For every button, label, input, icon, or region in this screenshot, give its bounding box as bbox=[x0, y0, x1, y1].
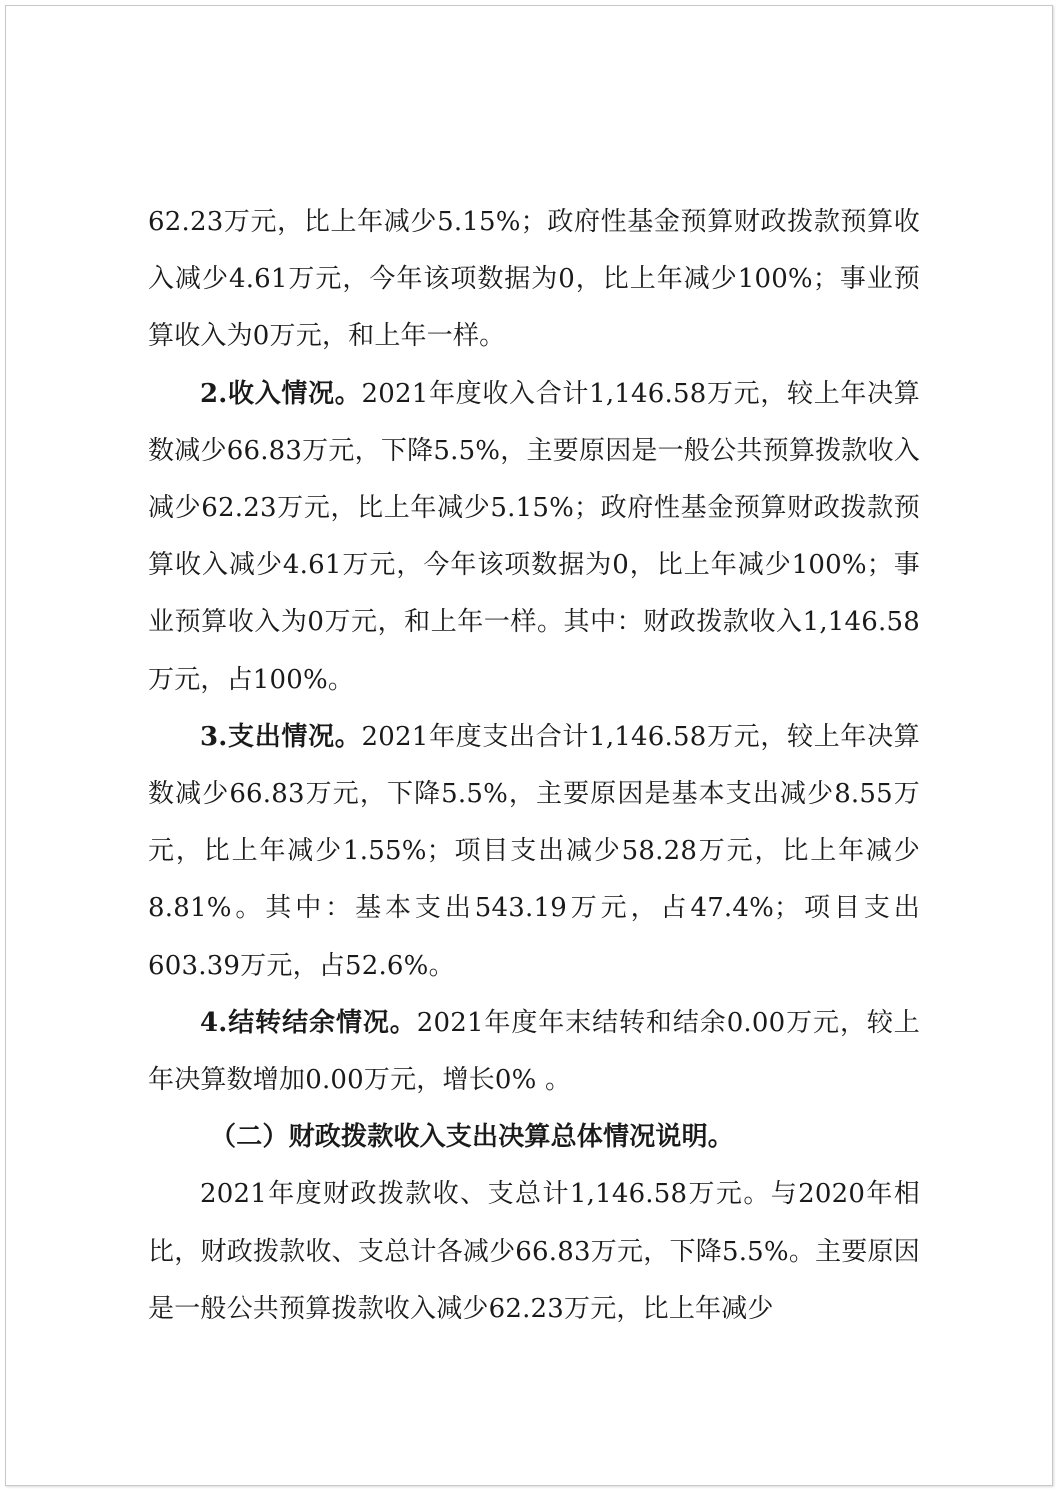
paragraph-income bbox=[148, 366, 920, 709]
fiscal-summary-text: 2021年度财政拨款收、支总计1,146.58万元。与2020年相比，财政拨款收、支总计各减少66.83万元，下降5.5%。主要原因是一般公共预算拨款收入减少62.23万元，比上年减少 bbox=[148, 1179, 920, 1324]
expenditure-heading: 3.支出情况。 bbox=[200, 721, 362, 752]
paragraph-continuation bbox=[148, 194, 920, 366]
carryover-heading: 4.结转结余情况。 bbox=[200, 1007, 417, 1038]
document-page bbox=[5, 5, 1053, 1486]
paragraph-carryover bbox=[148, 995, 920, 1109]
expenditure-text: 2021年度支出合计1,146.58万元，较上年决算数减少66.83万元，下降5.5%，主要原因是基本支出减少8.55万元，比上年减少1.55%；项目支出减少58.28万元，比上年减少8.81%。其中：基本支出543.19万元，占47.4%；项目支出603.39万元，占52.6%。 bbox=[148, 721, 921, 981]
paragraph-expenditure bbox=[148, 709, 920, 995]
paragraph-fiscal-summary bbox=[148, 1166, 920, 1338]
income-heading: 2.收入情况。 bbox=[200, 378, 362, 409]
carryover-text: 2021年度年末结转和结余0.00万元，较上年决算数增加0.00万元，增长0% 。 bbox=[148, 1007, 920, 1096]
section-heading: （二）财政拨款收入支出决算总体情况说明。 bbox=[210, 1122, 735, 1153]
paragraph-text: 62.23万元，比上年减少5.15%；政府性基金预算财政拨款预算收入减少4.61万元，今年该项数据为0，比上年减少100%；事业预算收入为0万元，和上年一样。 bbox=[148, 207, 920, 352]
income-text: 2021年度收入合计1,146.58万元，较上年决算数减少66.83万元，下降5.5%，主要原因是一般公共预算拨款收入减少62.23万元，比上年减少5.15%；政府性基金预算财政拨款预算收入减少4.61万元，今年该项数据为0，比上年减少100%；事业预算收入为0万元，和上年一样。其中：财政拨款收入1,146.58万元，占100%。 bbox=[148, 378, 921, 695]
document-body bbox=[148, 194, 920, 1338]
